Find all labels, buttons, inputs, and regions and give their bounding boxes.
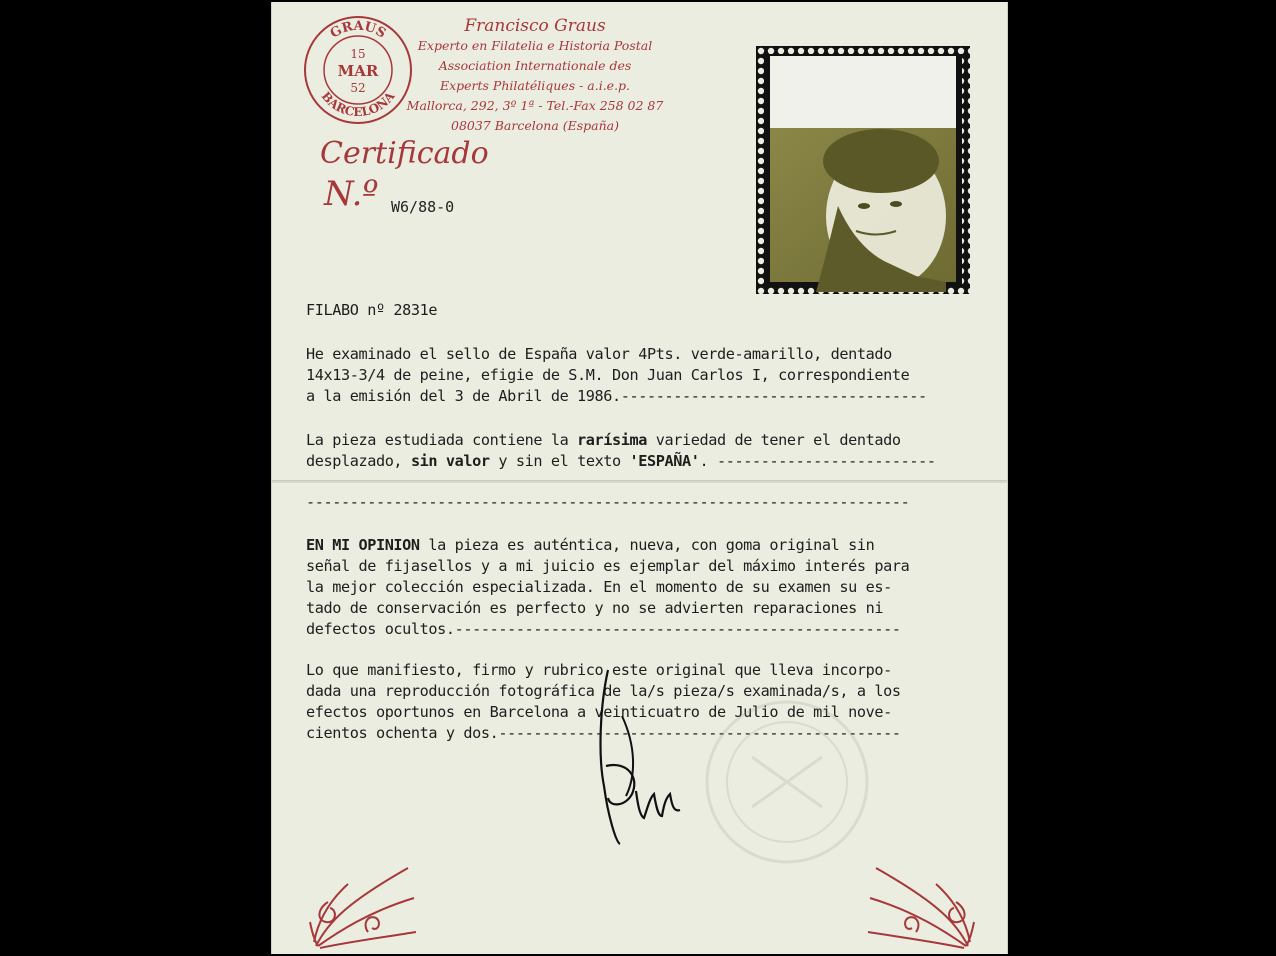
certificate-page — [271, 2, 1008, 954]
text-line: EN MI OPINION la pieza es auténtica, nueva, con goma original sin — [306, 536, 875, 554]
seal-bottom-text: BARCELONA — [318, 89, 398, 120]
seal-year: 52 — [350, 81, 366, 95]
text-line: He examinado el sello de España valor 4Pts. verde-amarillo, dentado — [306, 345, 892, 363]
signature — [596, 666, 686, 846]
emphasis-sin-valor: sin valor — [410, 452, 490, 470]
emphasis-rarisima: rarísima — [577, 431, 648, 449]
seal-month: MAR — [337, 62, 379, 80]
fold-line — [272, 480, 1007, 483]
flourish-ornament-left — [308, 862, 420, 950]
opinion-paragraph — [306, 535, 978, 640]
letterhead-line-2: Association Internationale des — [438, 58, 632, 73]
embossed-seal — [702, 697, 872, 867]
opinion-heading: EN MI OPINION — [306, 536, 420, 554]
seal-day: 15 — [350, 47, 366, 61]
seal-top-text: GRAUS — [327, 18, 389, 42]
text-line: señal de fijasellos y a mi juicio es ejemplar del máximo interés para — [306, 557, 910, 575]
text-line: La pieza estudiada contiene la rarísima variedad de tener el dentado — [306, 431, 901, 449]
text-line: efectos oportunos en Barcelona a veinticuatro de Julio de mil nove- — [306, 703, 892, 721]
examination-paragraph — [306, 344, 978, 407]
text-line: 14x13-3/4 de peine, efigie de S.M. Don Juan Carlos I, correspondiente — [306, 366, 910, 384]
filabo-reference: FILABO nº 2831e — [306, 301, 438, 319]
text-line: defectos ocultos.--------------------------------------------------- — [306, 620, 901, 638]
text-line: cientos ochenta y dos.---------------------------------------------- — [306, 724, 901, 742]
letterhead-line-1: Experto en Filatelia e Historia Postal — [417, 38, 653, 53]
text-line: dada una reproducción fotográfica de la/s pieza/s examinada/s, a los — [306, 682, 901, 700]
text-line: desplazado, sin valor y sin el texto 'ESPAÑA'. ------------------------- — [306, 452, 936, 470]
text-line: la mejor colección especializada. En el momento de su examen su es- — [306, 578, 892, 596]
certificate-number: W6/88-0 — [391, 198, 455, 216]
letterhead-line-4: Mallorca, 292, 3º 1ª - Tel.-Fax 258 02 87 — [406, 98, 664, 113]
stamp-photo — [756, 46, 970, 294]
letterhead-line-5: 08037 Barcelona (España) — [451, 118, 619, 133]
letterhead-line-3: Experts Philatéliques - a.i.e.p. — [439, 78, 631, 93]
flourish-ornament-right — [864, 862, 976, 950]
certificate-number-label: N.º — [324, 174, 379, 214]
letterhead — [405, 16, 665, 136]
separator-dashes: --------------------------------------------------------------------- — [306, 493, 910, 511]
emphasis-espana: 'ESPAÑA' — [629, 452, 700, 470]
text-line: Lo que manifiesto, firmo y rubrico este original que lleva incorpo- — [306, 661, 892, 679]
text-line: a la emisión del 3 de Abril de 1986.----------------------------------- — [306, 387, 927, 405]
certificate-title: Certificado — [320, 136, 489, 171]
expert-name: Francisco Graus — [464, 16, 606, 36]
text-line: tado de conservación es perfecto y no se advierten reparaciones ni — [306, 599, 884, 617]
graus-date-seal — [302, 14, 414, 126]
variety-paragraph — [306, 430, 978, 472]
